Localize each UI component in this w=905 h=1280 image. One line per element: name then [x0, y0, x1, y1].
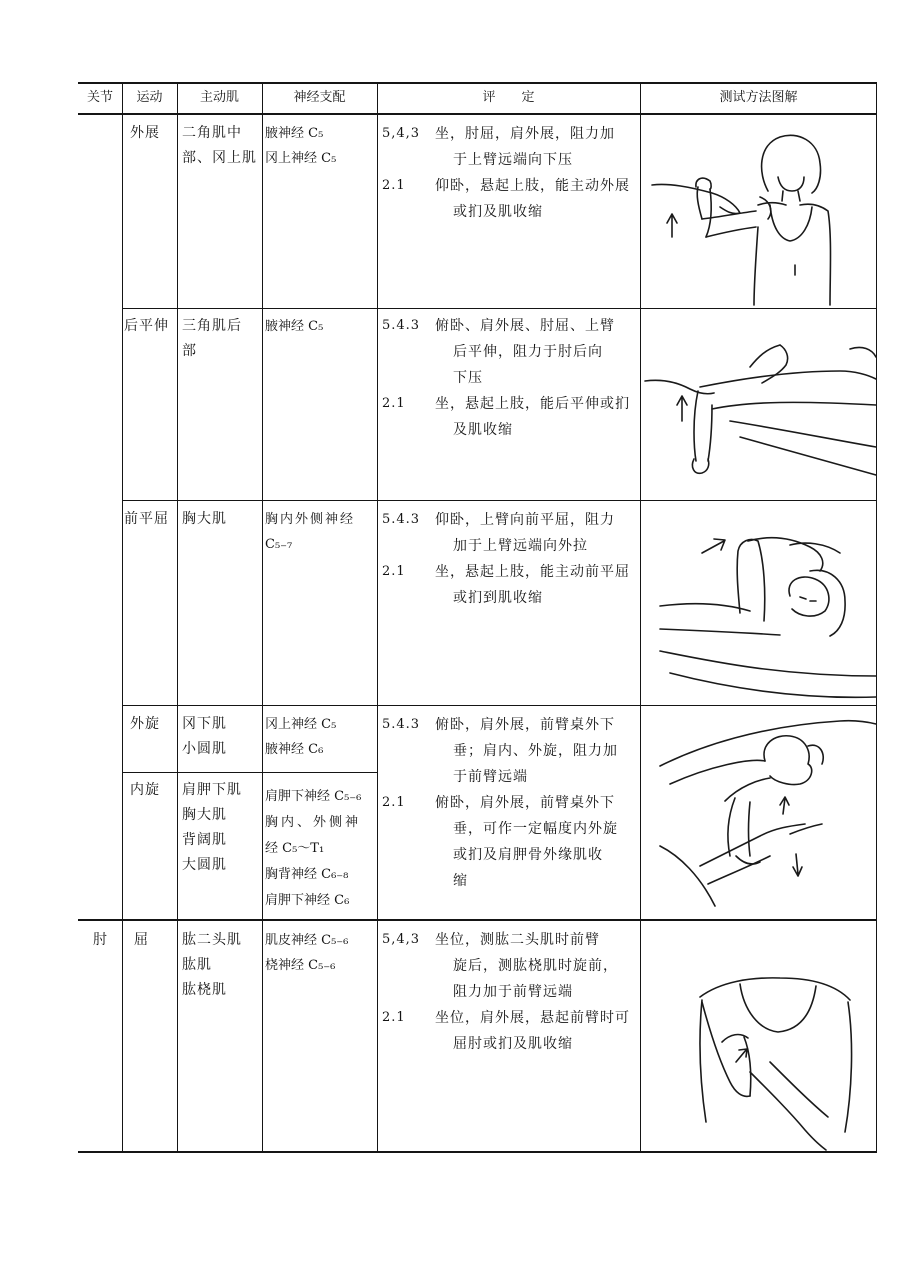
muscles-cell	[177, 712, 267, 762]
grading-entry	[377, 313, 640, 391]
grade-text-line: 或扪及肩胛骨外缘肌收	[453, 847, 603, 863]
muscle-line: 肱肌	[182, 957, 212, 973]
nerve-line: 肌皮神经 C₅₋₆	[265, 933, 349, 948]
nerve-cell	[262, 507, 380, 557]
nerve-cell	[262, 314, 380, 339]
grading-entry	[377, 121, 640, 173]
grade-score: 2.1	[382, 178, 406, 193]
movement-label: 屈	[134, 932, 149, 948]
movement-label: 后平伸	[124, 318, 169, 334]
nerve-line: 肩胛下神经 C₆	[265, 893, 350, 908]
examiner-figure	[700, 824, 822, 884]
grade-text-line: 坐，悬起上肢，能主动前平屈	[435, 564, 630, 580]
muscle-line: 二角肌中	[182, 125, 242, 141]
shoulder-rotation-illustration	[640, 706, 877, 919]
muscles-cell	[177, 121, 267, 171]
movement-cell	[122, 778, 185, 803]
header-grading: 评 定	[482, 90, 535, 105]
nerve-line: 经 C₅～T₁	[265, 841, 325, 856]
grading-entry	[377, 1005, 640, 1057]
grade-score: 5,4,3	[382, 932, 421, 947]
header-illustration: 测试方法图解	[719, 90, 798, 105]
grade-text-line: 后平伸，阻力于肘后向	[453, 344, 603, 360]
grade-text-line: 屈肘或扪及肌收缩	[453, 1036, 573, 1052]
header-nerve: 神经支配	[293, 90, 346, 105]
grade-score: 5.4.3	[382, 318, 421, 333]
movement-label: 外展	[130, 125, 160, 141]
grade-text-line: 及肌收缩	[453, 422, 513, 438]
movement-label: 外旋	[130, 716, 160, 732]
grading-entry	[377, 712, 640, 790]
movement-cell	[122, 712, 185, 737]
nerve-line: 桡神经 C₅₋₆	[265, 958, 336, 973]
muscle-line: 肩胛下肌	[182, 782, 242, 798]
nerve-cell	[262, 712, 380, 762]
grade-text-line: 坐位，测肱二头肌时前臂	[435, 932, 600, 948]
muscle-test-table	[78, 82, 877, 1153]
muscle-line: 大圆肌	[182, 857, 227, 873]
grade-score: 5,4,3	[382, 126, 421, 141]
grade-score: 2.1	[382, 795, 406, 810]
grade-text-line: 仰卧，上臂向前平屈，阻力	[435, 512, 615, 528]
grading-cell	[377, 927, 640, 1057]
arrow-up-icon	[780, 797, 789, 814]
grade-text-line: 坐，悬起上肢，能后平伸或扪	[435, 396, 630, 412]
table-bottom-rule	[78, 1151, 877, 1153]
muscles-cell	[177, 778, 267, 878]
nerve-cell	[262, 121, 380, 171]
grading-cell	[377, 313, 640, 443]
elbow-flexion-illustration	[640, 922, 877, 1151]
grade-text-line: 俯卧、肩外展、肘屈、上臂	[435, 318, 615, 334]
nerve-cell	[262, 928, 380, 978]
muscles-cell	[177, 507, 267, 532]
grade-text-line: 垂，可作一定幅度内外旋	[453, 821, 618, 837]
nerve-line: 冈上神经 C₅	[265, 151, 337, 166]
movement-cell	[122, 507, 179, 532]
grade-score: 2.1	[382, 564, 406, 579]
joint-label: 肘	[93, 932, 107, 948]
grade-text-line: 阻力加于前臂远端	[453, 984, 573, 1000]
patient-figure	[696, 135, 831, 305]
muscle-line: 三角肌后	[182, 318, 242, 334]
muscle-line: 部、冈上肌	[182, 150, 257, 166]
grading-entry	[377, 391, 640, 443]
grade-score: 5.4.3	[382, 717, 421, 732]
shoulder-horizontal-extension-illustration	[640, 309, 877, 500]
arrow-down-icon	[793, 854, 802, 876]
grading-entry	[377, 173, 640, 225]
grade-score: 2.1	[382, 396, 406, 411]
nerve-line: 腋神经 C₆	[265, 742, 324, 757]
muscles-cell	[177, 314, 267, 364]
grade-text-line: 坐位，肩外展，悬起前臂时可	[435, 1010, 630, 1026]
joint-cell	[78, 928, 122, 953]
grade-text-line: 坐，肘屈，肩外展，阻力加	[435, 126, 615, 142]
examiner-figure	[645, 345, 788, 394]
patient-figure	[700, 978, 852, 1132]
column-rule	[122, 82, 123, 1153]
sub-row-rule	[122, 772, 377, 773]
nerve-line: 胸背神经 C₆₋₈	[265, 867, 349, 882]
arrow-up-right-icon	[736, 1049, 747, 1062]
grading-cell	[377, 712, 640, 894]
grade-text-line: 或扪到肌收缩	[453, 590, 543, 606]
grade-text-line: 旋后，测肱桡肌时旋前，	[453, 958, 618, 974]
grading-entry	[377, 559, 640, 611]
grade-text-line: 垂；肩内、外旋，阻力加	[453, 743, 618, 759]
grade-text-line: 加于上臂远端向外拉	[453, 538, 588, 554]
examiner-figure	[750, 1062, 828, 1150]
nerve-line: 冈上神经 C₅	[265, 717, 337, 732]
grading-cell	[377, 507, 640, 611]
grade-text-line: 俯卧，肩外展，前臂桌外下	[435, 795, 615, 811]
shoulder-horizontal-flexion-illustration	[640, 501, 877, 705]
muscle-line: 背阔肌	[182, 832, 227, 848]
patient-figure	[660, 539, 876, 697]
nerve-cell	[262, 784, 380, 914]
arrow-up-icon	[677, 396, 687, 421]
movement-cell	[122, 121, 185, 146]
grade-text-line: 下压	[453, 370, 483, 386]
nerve-line: 腋神经 C₅	[265, 126, 324, 141]
muscles-cell	[177, 928, 267, 1003]
nerve-line: 胸内、外侧神	[265, 815, 362, 830]
arrow-up-icon	[667, 214, 677, 237]
grading-entry	[377, 507, 640, 559]
grade-text-line: 于前臂远端	[453, 769, 528, 785]
grade-score: 2.1	[382, 1010, 406, 1025]
movement-cell	[122, 314, 179, 339]
header-joint: 关节	[86, 90, 113, 105]
grade-score: 5.4.3	[382, 512, 421, 527]
muscle-line: 小圆肌	[182, 741, 227, 757]
header-movement: 运动	[136, 90, 163, 105]
grading-entry	[377, 927, 640, 1005]
grade-text-line: 俯卧，肩外展，前臂桌外下	[435, 717, 615, 733]
muscle-line: 部	[182, 343, 197, 359]
muscle-line: 胸大肌	[182, 511, 227, 527]
nerve-line: C₅₋₇	[265, 537, 293, 552]
nerve-line: 腋神经 C₅	[265, 319, 324, 334]
grade-text-line: 于上臂远端向下压	[453, 152, 573, 168]
grading-entry	[377, 790, 640, 894]
joint-rule	[78, 919, 877, 921]
muscle-line: 胸大肌	[182, 807, 227, 823]
arrow-up-right-icon	[702, 539, 725, 553]
muscle-line: 冈下肌	[182, 716, 227, 732]
muscle-line: 肱桡肌	[182, 982, 227, 998]
grade-text-line: 仰卧，悬起上肢，能主动外展	[435, 178, 630, 194]
nerve-line: 胸内外侧神经	[265, 512, 356, 527]
grading-cell	[377, 121, 640, 225]
muscle-line: 肱二头肌	[182, 932, 242, 948]
patient-figure	[660, 721, 876, 906]
header-muscles: 主动肌	[199, 90, 239, 105]
shoulder-abduction-illustration	[640, 115, 877, 308]
nerve-line: 肩胛下神经 C₅₋₆	[265, 789, 362, 804]
movement-label: 前平屈	[124, 511, 169, 527]
movement-label: 内旋	[130, 782, 160, 798]
grade-text-line: 缩	[453, 873, 468, 889]
grade-text-line: 或扪及肌收缩	[453, 204, 543, 220]
